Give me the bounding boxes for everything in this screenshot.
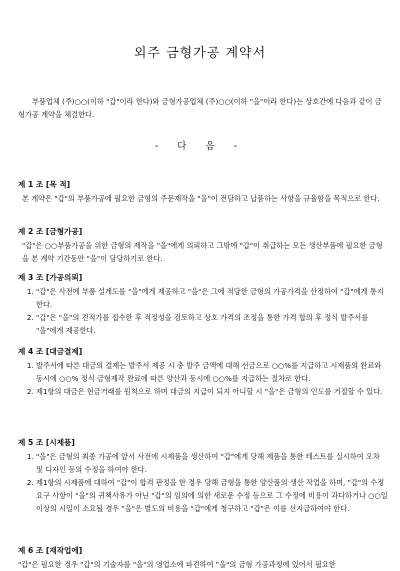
article-title: 제 4 조 [대금결제]	[18, 347, 83, 356]
article-title: 제 3 조 [가공의뢰]	[18, 273, 83, 282]
document-title: 외주 금형가공 계약서	[133, 46, 267, 61]
article-3	[18, 271, 388, 337]
list-item: 2. "갑"은 "을"의 견적가를 접수한 후 적정성을 검토하고 상호 가격의 조정을 통한 가격 합의 후 정식 발주서를 "을"에게 제공한다.	[36, 311, 388, 337]
list-item: 2. 제1항의 시제품에 대하여 "갑"이 합격 판정을 한 경우 당해 금형을 통한 양산품의 생산 작업을 하며, "갑"의 수정요구 사항이 "을"의 귀책사유가 아닌 "갑"의 임의에 의한 새로운 수정 등으로 그 수정에 비용이 과다하거나 ○○일 이상의 시일이 소요될 경우 "을"은 별도의 비용을 "갑"에게 청구하고 "갑"은 이를 선지급하여야 한다.	[36, 476, 388, 515]
section-divider: - 다 음 -	[154, 141, 246, 152]
list-item: 1. "을"은 금형의 최종 가공에 앞서 사전에 시제품을 생산하여 "갑"에게 당해 제품을 통한 테스트를 실시하여 오차 및 디자인 등의 수정을 하여야 한다.	[36, 450, 388, 476]
article-1	[18, 178, 388, 205]
article-4	[18, 345, 388, 398]
article-title: 제 6 조 [재작업에]	[18, 546, 83, 555]
article-2	[18, 225, 388, 265]
article-text: "갑"은 ○○부품가공을 위한 금형의 제작을 "을"에게 의뢰하고 그밖에 "갑"이 취급하는 모든 생산부품에 필요한 금형을 본 계약 기간동안 "을"이 담당하기로 한다.	[22, 241, 383, 263]
list-item: 2. 제1항의 대금은 현금거래를 원칙으로 하며 대금의 지급이 되지 아니할 시 "을"은 금형의 인도를 거절할 수 있다.	[36, 385, 388, 398]
list-item: 1. 발주서에 따른 대금의 결제는 발주서 제공 시 총 발주 금액에 대해 선금으로 ○○%를 지급하고 시제품의 완료와 동시에 ○○% 정식 금형제작 완료에 따른 양산과 동시에 ○○%를 지급하는 절차로 한다.	[36, 359, 388, 385]
intro-paragraph: 부품업체 (주)○○(이하 "갑"이라 한다)와 금형가공업체 (주)○○(이하 "을"이라 한다)는 상호간에 다음과 같이 금형가공 계약을 체결한다.	[18, 97, 382, 119]
article-6	[18, 544, 388, 571]
article-title: 제 5 조 [시제품]	[18, 438, 75, 447]
article-text: 본 계약은 "갑"의 부품가공에 필요한 금형의 주문제작을 "을"이 전담하고 납품하는 사항을 규율함을 목적으로 한다.	[22, 194, 380, 203]
article-5	[18, 436, 388, 515]
article-text: "갑"은 필요한 경우 "갑"의 기술자를 "을"의 영업소에 파견하여 "을"의 금형 가공과정에 있어서 필요한	[18, 560, 336, 569]
list-item: 1. "갑"은 사전에 부품 설계도를 "을"에게 제공하고 "을"은 그에 적당한 금형의 가공가격을 산정하여 "갑"에게 통지한다.	[36, 285, 388, 311]
article-title: 제 2 조 [금형가공]	[18, 227, 83, 236]
article-title: 제 1 조 [목 적]	[18, 180, 71, 189]
